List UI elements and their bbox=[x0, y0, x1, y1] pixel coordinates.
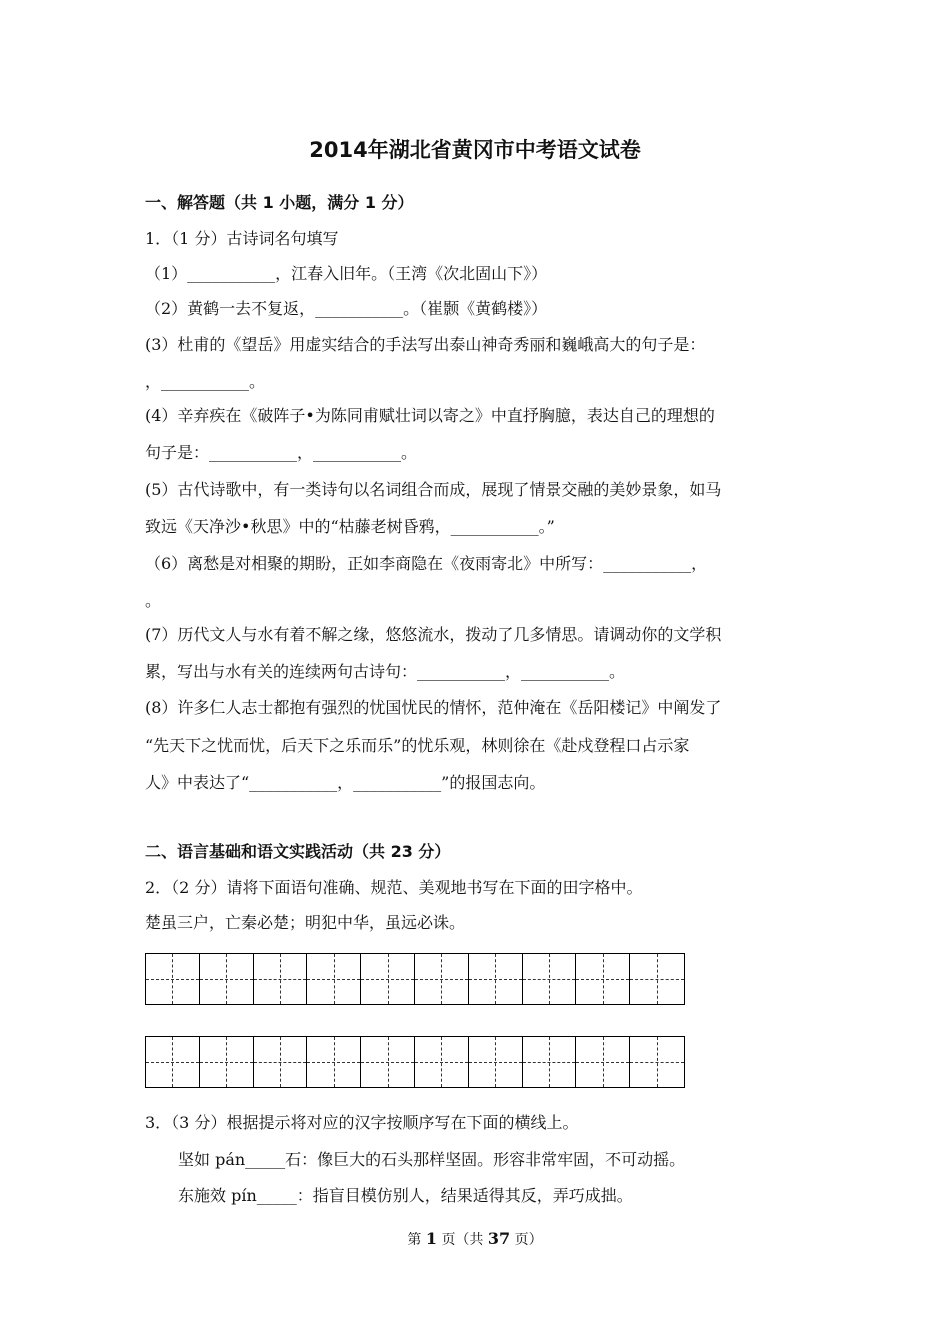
q1-line: 1．（1 分）古诗词名句填写 bbox=[145, 229, 339, 248]
footer-page-number: 1 bbox=[425, 1229, 437, 1248]
grid-cell[interactable] bbox=[630, 954, 684, 1004]
q1-item-8: (8）许多仁人志士都抱有强烈的忧国忧民的情怀，范仲淹在《岳阳楼记》中阐发了 bbox=[145, 698, 722, 717]
footer-pre: 第 bbox=[407, 1232, 422, 1248]
grid-cell[interactable] bbox=[523, 1037, 577, 1087]
writing-grid-row-1[interactable] bbox=[145, 953, 685, 1005]
writing-grid-row-2[interactable] bbox=[145, 1036, 685, 1088]
q1-item-8-cont: “先天下之忧而忧，后天下之乐而乐”的忧乐观，林则徐在《赴戍登程口占示家 bbox=[145, 736, 690, 755]
footer-post: 页） bbox=[514, 1232, 543, 1248]
grid-cell[interactable] bbox=[361, 954, 415, 1004]
grid-cell[interactable] bbox=[146, 1037, 200, 1087]
q1-item-6: （6）离愁是对相聚的期盼，正如李商隐在《夜雨寄北》中所写：___________， bbox=[145, 554, 708, 573]
grid-cell[interactable] bbox=[415, 954, 469, 1004]
q1-item-5: (5）古代诗歌中，有一类诗句以名词组合而成，展现了情景交融的美妙景象，如马 bbox=[145, 480, 722, 499]
page-footer bbox=[0, 1229, 950, 1249]
section-1-heading: 一、解答题（共 1 小题，满分 1 分） bbox=[145, 193, 414, 212]
q1-item-7-cont: 累，写出与水有关的连续两句古诗句：___________，___________。 bbox=[145, 662, 626, 681]
grid-cell[interactable] bbox=[576, 954, 630, 1004]
q1-item-3: (3）杜甫的《望岳》用虚实结合的手法写出泰山神奇秀丽和巍峨高大的句子是： bbox=[145, 335, 706, 354]
grid-cell[interactable] bbox=[361, 1037, 415, 1087]
q3-line: 3．（3 分）根据提示将对应的汉字按顺序写在下面的横线上。 bbox=[145, 1113, 579, 1132]
q1-item-6-cont: 。 bbox=[145, 591, 162, 610]
footer-mid: 页（共 bbox=[441, 1232, 484, 1248]
grid-cell[interactable] bbox=[469, 954, 523, 1004]
q1-item-5-cont: 致远《天净沙•秋思》中的“枯藤老树昏鸦，___________。” bbox=[145, 517, 555, 536]
grid-cell[interactable] bbox=[630, 1037, 684, 1087]
q1-item-3-cont: ，___________。 bbox=[145, 372, 266, 391]
grid-cell[interactable] bbox=[307, 954, 361, 1004]
q1-item-4: (4）辛弃疾在《破阵子•为陈同甫赋壮词以寄之》中直抒胸臆，表达自己的理想的 bbox=[145, 406, 715, 425]
q1-item-7: (7）历代文人与水有着不解之缘，悠悠流水，拨动了几多情思。请调动你的文学积 bbox=[145, 625, 722, 644]
grid-cell[interactable] bbox=[469, 1037, 523, 1087]
grid-cell[interactable] bbox=[307, 1037, 361, 1087]
q1-item-2: （2）黄鹤一去不复返，___________。（崔颢《黄鹤楼》） bbox=[145, 299, 548, 318]
grid-cell[interactable] bbox=[254, 1037, 308, 1087]
grid-cell[interactable] bbox=[254, 954, 308, 1004]
q1-item-4-cont: 句子是：___________，___________。 bbox=[145, 443, 418, 462]
page-title: 2014年湖北省黄冈市中考语文试卷 bbox=[309, 138, 641, 162]
grid-cell[interactable] bbox=[415, 1037, 469, 1087]
q3-item-a: 坚如 pán_____石：像巨大的石头那样坚固。形容非常牢固，不可动摇。 bbox=[178, 1150, 686, 1169]
grid-cell[interactable] bbox=[576, 1037, 630, 1087]
grid-cell[interactable] bbox=[523, 954, 577, 1004]
q1-item-8-cont2: 人》中表达了“___________，___________”的报国志向。 bbox=[145, 773, 546, 792]
q1-item-1: （1）___________，江春入旧年。（王湾《次北固山下》） bbox=[145, 264, 548, 283]
q3-item-b: 东施效 pín_____：指盲目模仿别人，结果适得其反，弄巧成拙。 bbox=[178, 1186, 633, 1205]
q2-text: 楚虽三户，亡秦必楚；明犯中华，虽远必诛。 bbox=[145, 913, 466, 932]
grid-cell[interactable] bbox=[146, 954, 200, 1004]
section-2-heading: 二、语言基础和语文实践活动（共 23 分） bbox=[145, 842, 451, 861]
grid-cell[interactable] bbox=[200, 1037, 254, 1087]
grid-cell[interactable] bbox=[200, 954, 254, 1004]
q2-line: 2．（2 分）请将下面语句准确、规范、美观地书写在下面的田字格中。 bbox=[145, 878, 643, 897]
footer-total-pages: 37 bbox=[487, 1229, 511, 1248]
